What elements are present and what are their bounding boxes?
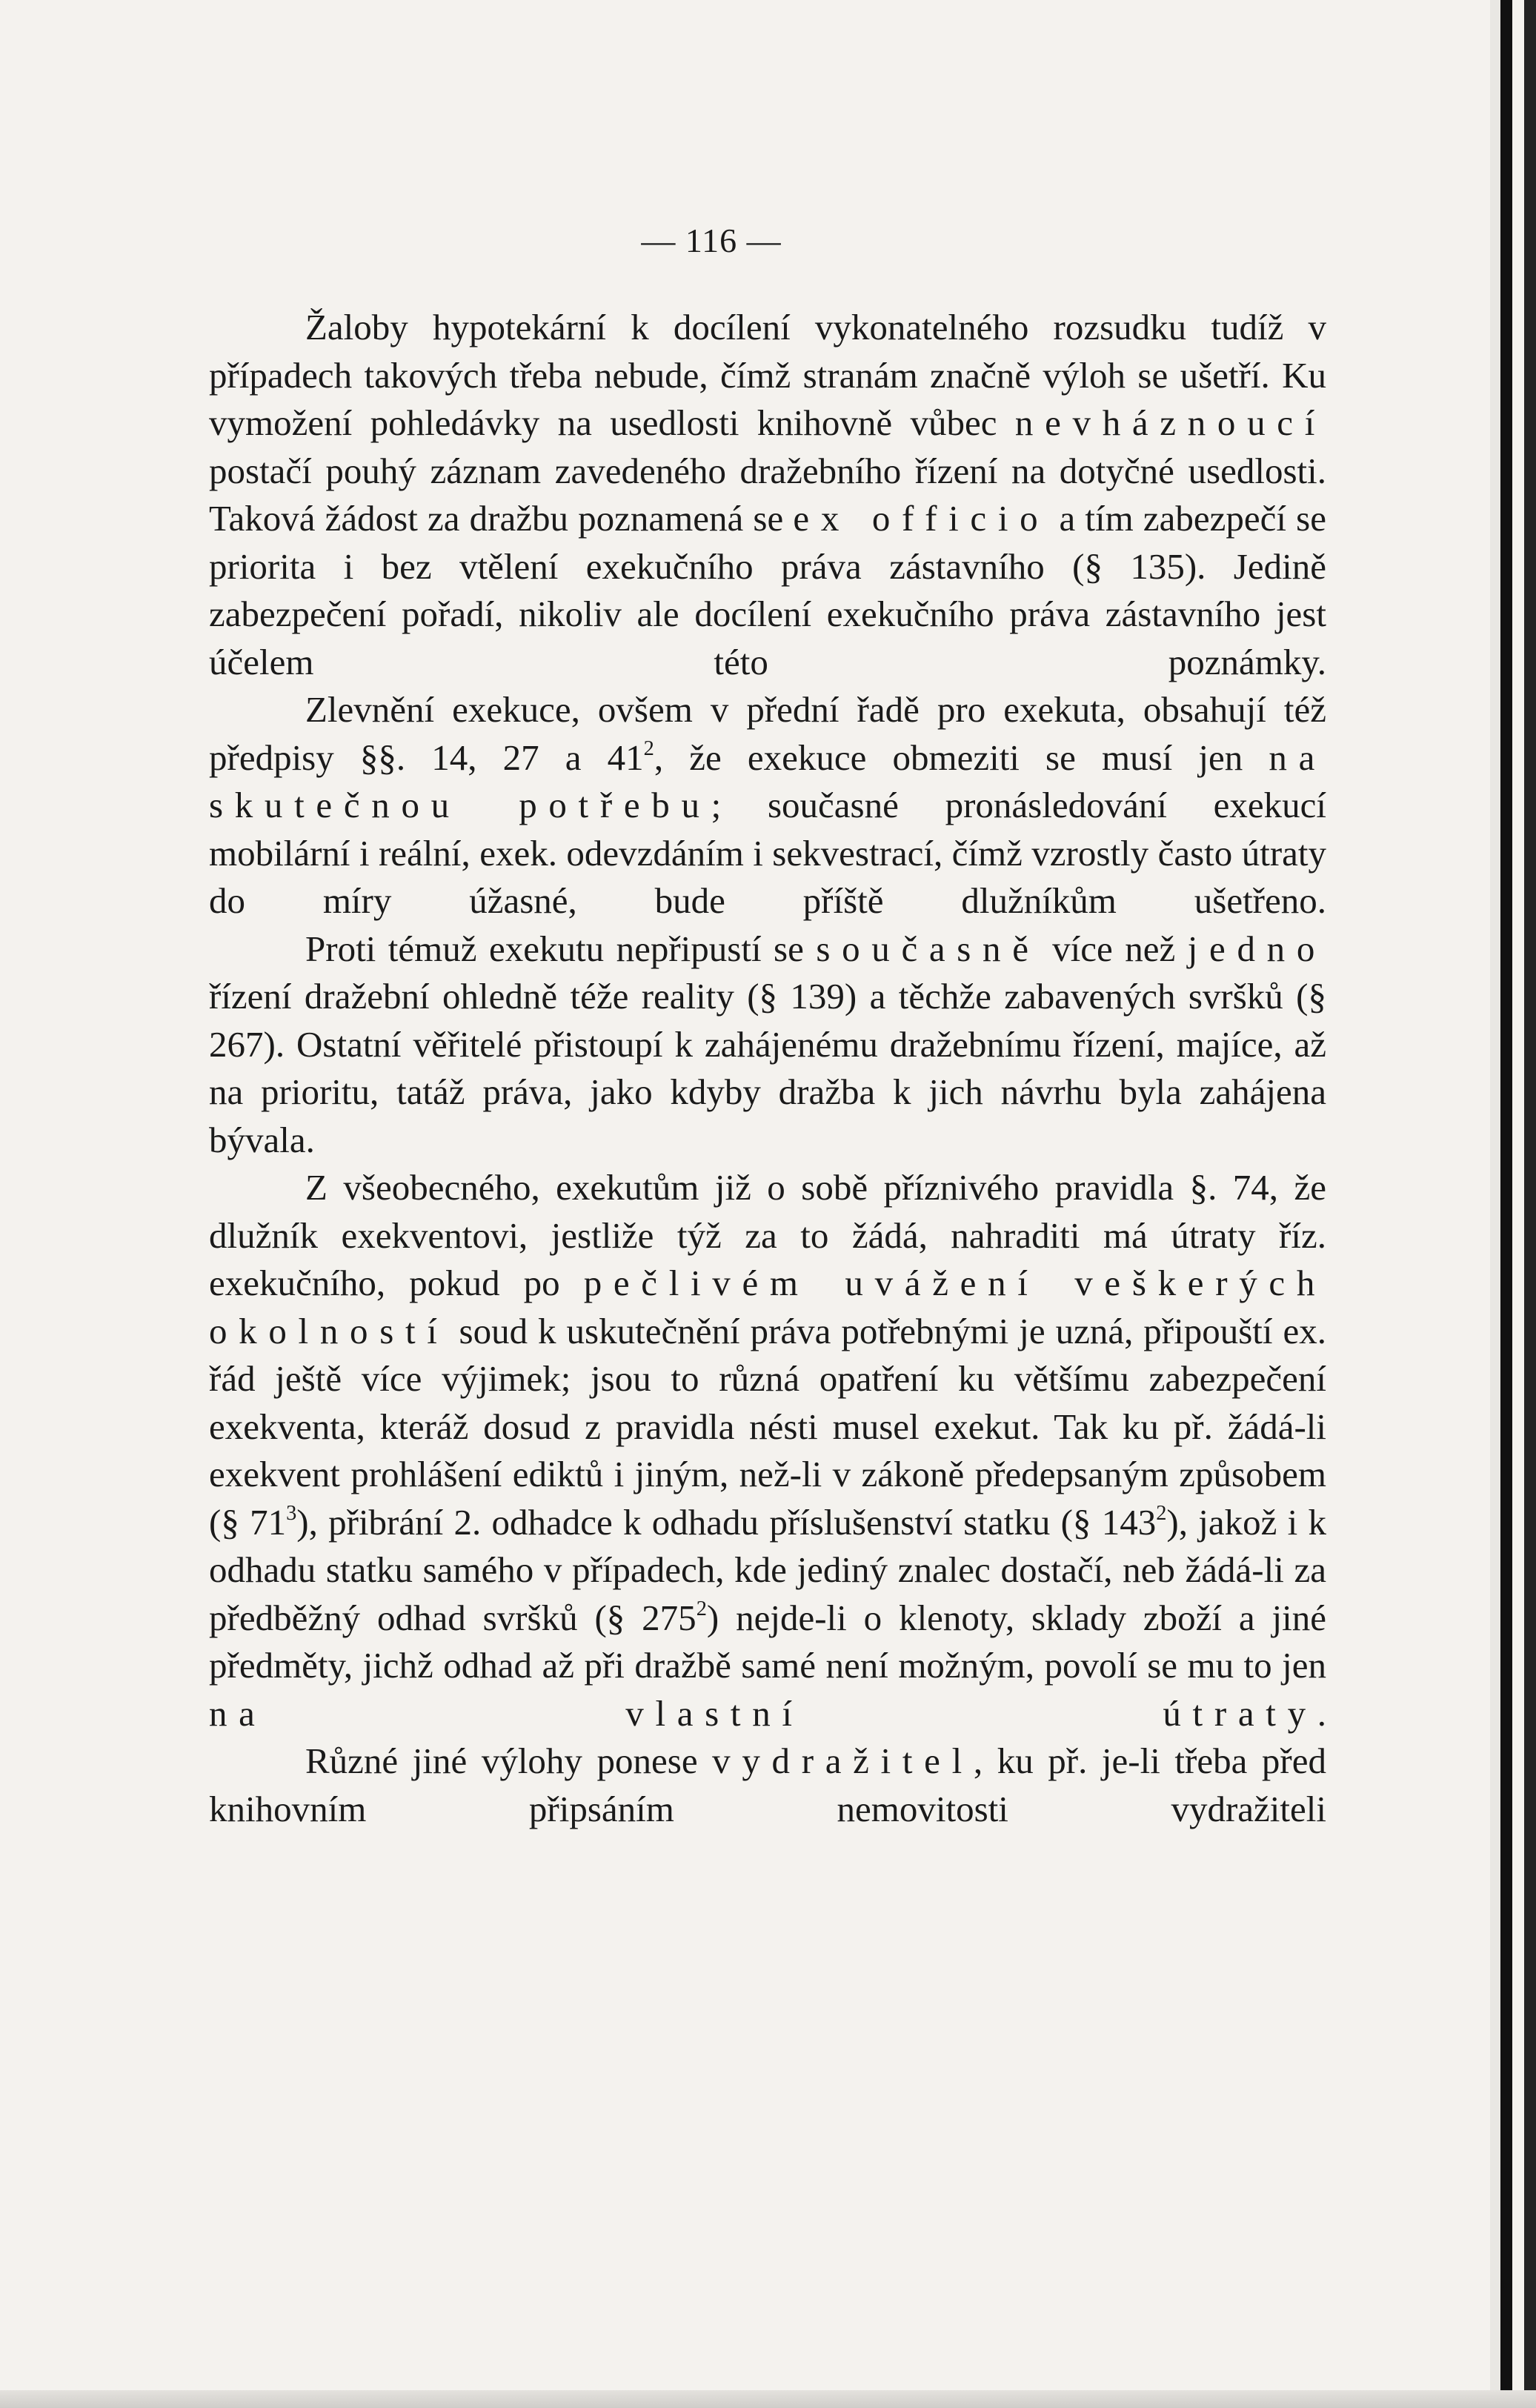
text-run: Proti témuž exekutu nepřipustí se <box>305 928 817 969</box>
text-run: , že exekuce obmeziti se musí jen <box>654 736 1269 778</box>
page-edge-shadow <box>1490 0 1536 2408</box>
text-run: ; současné pronásledování exekucí mobilární i reální, exek. odevzdáním i sekvestrací, čímž vzrostly často útraty do míry úžasné, bude příště dlužníkům ušetřeno. <box>209 785 1327 921</box>
emphasis-spaced: na vlastní útraty <box>209 1692 1317 1734</box>
superscript: 2 <box>1156 1501 1167 1525</box>
page-bottom-edge <box>0 2390 1536 2408</box>
superscript: 2 <box>643 736 654 760</box>
text-run: , ku př. je-li třeba před knihovním připsáním nemovitosti vydražiteli <box>209 1740 1326 1829</box>
paragraph-4 <box>209 1164 1326 1737</box>
text-run: řízení dražební ohledně téže reality (§ 139) a těchže zabavených svršků (§ 267). Ostatní věřitelé přistoupí k zahájenému dražebnímu řízení, majíce, až na prioritu, tatáž práva, jako kdyby dražba k jich návrhu byla zahájena bývala. <box>209 976 1326 1160</box>
emphasis-spaced: současně <box>816 928 1040 969</box>
paragraph-1 <box>209 304 1326 686</box>
paragraph-2 <box>209 686 1326 925</box>
emphasis-spaced: pečlivém uvážení veškerých okolností <box>209 1263 1326 1351</box>
text-run: ), přibrání 2. odhadce k odhadu příslušenství statku (§ 143 <box>296 1501 1157 1543</box>
text-run: . <box>1317 1692 1326 1734</box>
text-run: a tím zabezpečí se priorita i bez vtělení exekučního práva zástavního (§ 135). Jedině zabezpečení pořadí, nikoliv ale docílení exekučního práva zástavního jest účelem této poznámky. <box>209 498 1326 682</box>
emphasis-spaced: vydražitel <box>712 1740 974 1781</box>
text-run: Různé jiné výlohy ponese <box>305 1740 713 1781</box>
text-run: ) nejde-li o klenoty, sklady zboží a jiné předměty, jichž odhad až při dražbě samé není možným, povolí se mu to jen <box>209 1597 1326 1686</box>
paragraph-5 <box>209 1737 1326 1833</box>
body-text <box>209 304 1326 1833</box>
page-number: — 116 — <box>641 222 782 259</box>
text-run: Zlevnění exekuce, ovšem v přední řadě pro exekuta, obsahují též předpisy §§. 14, 27 a 41 <box>209 689 1326 778</box>
emphasis-spaced: ex officio <box>793 498 1050 539</box>
text-run: soud k uskutečnění práva potřebnými je uzná, připouští ex. řád ještě více výjimek; jsou to různá opatření ku většímu zabezpečení exekventa, kteráž dosud z pravidla nésti musel exekut. Tak ku př. žádá-li exekvent prohlášení ediktů i jiným, než-li v zákoně předepsaným způsobem (§ 71 <box>209 1310 1326 1543</box>
text-run: Z všeobecného, exekutům již o sobě příznivého pravidla §. 74, že dlužník exekventovi, jestliže týž za to žádá, nahraditi má útraty říz. exekučního, pokud po <box>209 1167 1326 1303</box>
text-run: postačí pouhý záznam zavedeného dražebního řízení na dotyčné usedlosti. Taková žádost za dražbu poznamená se <box>209 450 1326 539</box>
text-run: více než <box>1040 928 1188 969</box>
paragraph-3 <box>209 925 1326 1165</box>
emphasis-spaced: na skutečnou potřebu <box>209 736 1327 825</box>
text-run: ), jakož i k odhadu statku samého v případech, kde jediný znalec dostačí, neb žádá-li za předběžný odhad svršků (§ 275 <box>209 1501 1326 1638</box>
superscript: 3 <box>286 1501 297 1525</box>
text-run: Žaloby hypotekární k docílení vykonatelného rozsudku tudíž v případech takových třeba nebude, čímž stranám značně výloh se ušetří. Ku vymožení pohledávky na usedlosti knihovně vůbec <box>209 307 1326 443</box>
emphasis-spaced: nevháznoucí <box>1014 402 1326 443</box>
emphasis-spaced: jedno <box>1187 928 1326 969</box>
superscript: 2 <box>696 1597 707 1620</box>
